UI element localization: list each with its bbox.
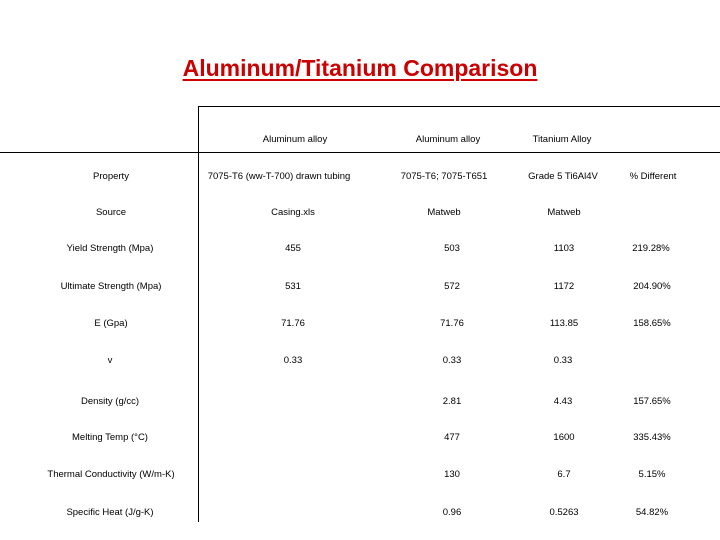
table-column-divider: [198, 106, 199, 522]
source-matweb-2: Matweb: [547, 207, 581, 218]
property-label: Melting Temp (°C): [72, 432, 148, 443]
value-aluminum-2: 572: [444, 281, 460, 292]
value-titanium: 0.5263: [549, 507, 579, 518]
value-titanium: 4.43: [553, 396, 573, 407]
value-aluminum-2: 503: [444, 243, 460, 254]
value-aluminum-1: 455: [285, 243, 301, 254]
value-aluminum-2: 130: [444, 469, 460, 480]
value-percent-different: 204.90%: [633, 281, 671, 292]
property-label: Specific Heat (J/g-K): [66, 507, 154, 518]
value-titanium: 1600: [553, 432, 575, 443]
header-titanium-spec: Grade 5 Ti6Al4V: [528, 171, 598, 182]
value-titanium: 0.33: [553, 355, 573, 366]
value-aluminum-2: 2.81: [442, 396, 462, 407]
property-label: E (Gpa): [94, 318, 128, 329]
property-label: Thermal Conductivity (W/m-K): [47, 469, 175, 480]
header-aluminum-alloy-1: Aluminum alloy: [262, 134, 328, 145]
value-titanium: 113.85: [549, 318, 579, 329]
value-percent-different: 219.28%: [632, 243, 670, 254]
header-property: Property: [93, 171, 129, 182]
property-label: v: [107, 355, 113, 366]
value-aluminum-1: 0.33: [283, 355, 303, 366]
header-titanium-alloy: Titanium Alloy: [532, 134, 592, 145]
source-matweb-1: Matweb: [427, 207, 461, 218]
header-aluminum-spec-1: 7075-T6 (ww-T-700) drawn tubing: [207, 171, 351, 182]
value-aluminum-2: 71.76: [440, 318, 464, 329]
value-aluminum-2: 0.33: [442, 355, 462, 366]
table-top-rule: [198, 106, 720, 107]
value-aluminum-2: 477: [444, 432, 460, 443]
page-title: Aluminum/Titanium Comparison: [182, 55, 538, 81]
value-percent-different: 5.15%: [638, 469, 666, 480]
value-aluminum-1: 71.76: [281, 318, 305, 329]
property-label: Ultimate Strength (Mpa): [60, 281, 162, 292]
value-percent-different: 158.65%: [633, 318, 671, 329]
header-aluminum-spec-2: 7075-T6; 7075-T651: [400, 171, 488, 182]
value-aluminum-1: 531: [285, 281, 301, 292]
value-titanium: 6.7: [557, 469, 571, 480]
table-header-rule: [0, 152, 720, 153]
header-aluminum-alloy-2: Aluminum alloy: [415, 134, 481, 145]
property-label: Density (g/cc): [80, 396, 140, 407]
value-aluminum-2: 0.96: [442, 507, 462, 518]
header-percent-different: % Different: [629, 171, 677, 182]
value-titanium: 1172: [553, 281, 575, 292]
header-source: Source: [95, 207, 127, 218]
value-titanium: 1103: [553, 243, 575, 254]
value-percent-different: 54.82%: [635, 507, 669, 518]
property-label: Yield Strength (Mpa): [66, 243, 154, 254]
source-casing: Casing.xls: [271, 207, 315, 218]
value-percent-different: 335.43%: [633, 432, 671, 443]
value-percent-different: 157.65%: [633, 396, 671, 407]
